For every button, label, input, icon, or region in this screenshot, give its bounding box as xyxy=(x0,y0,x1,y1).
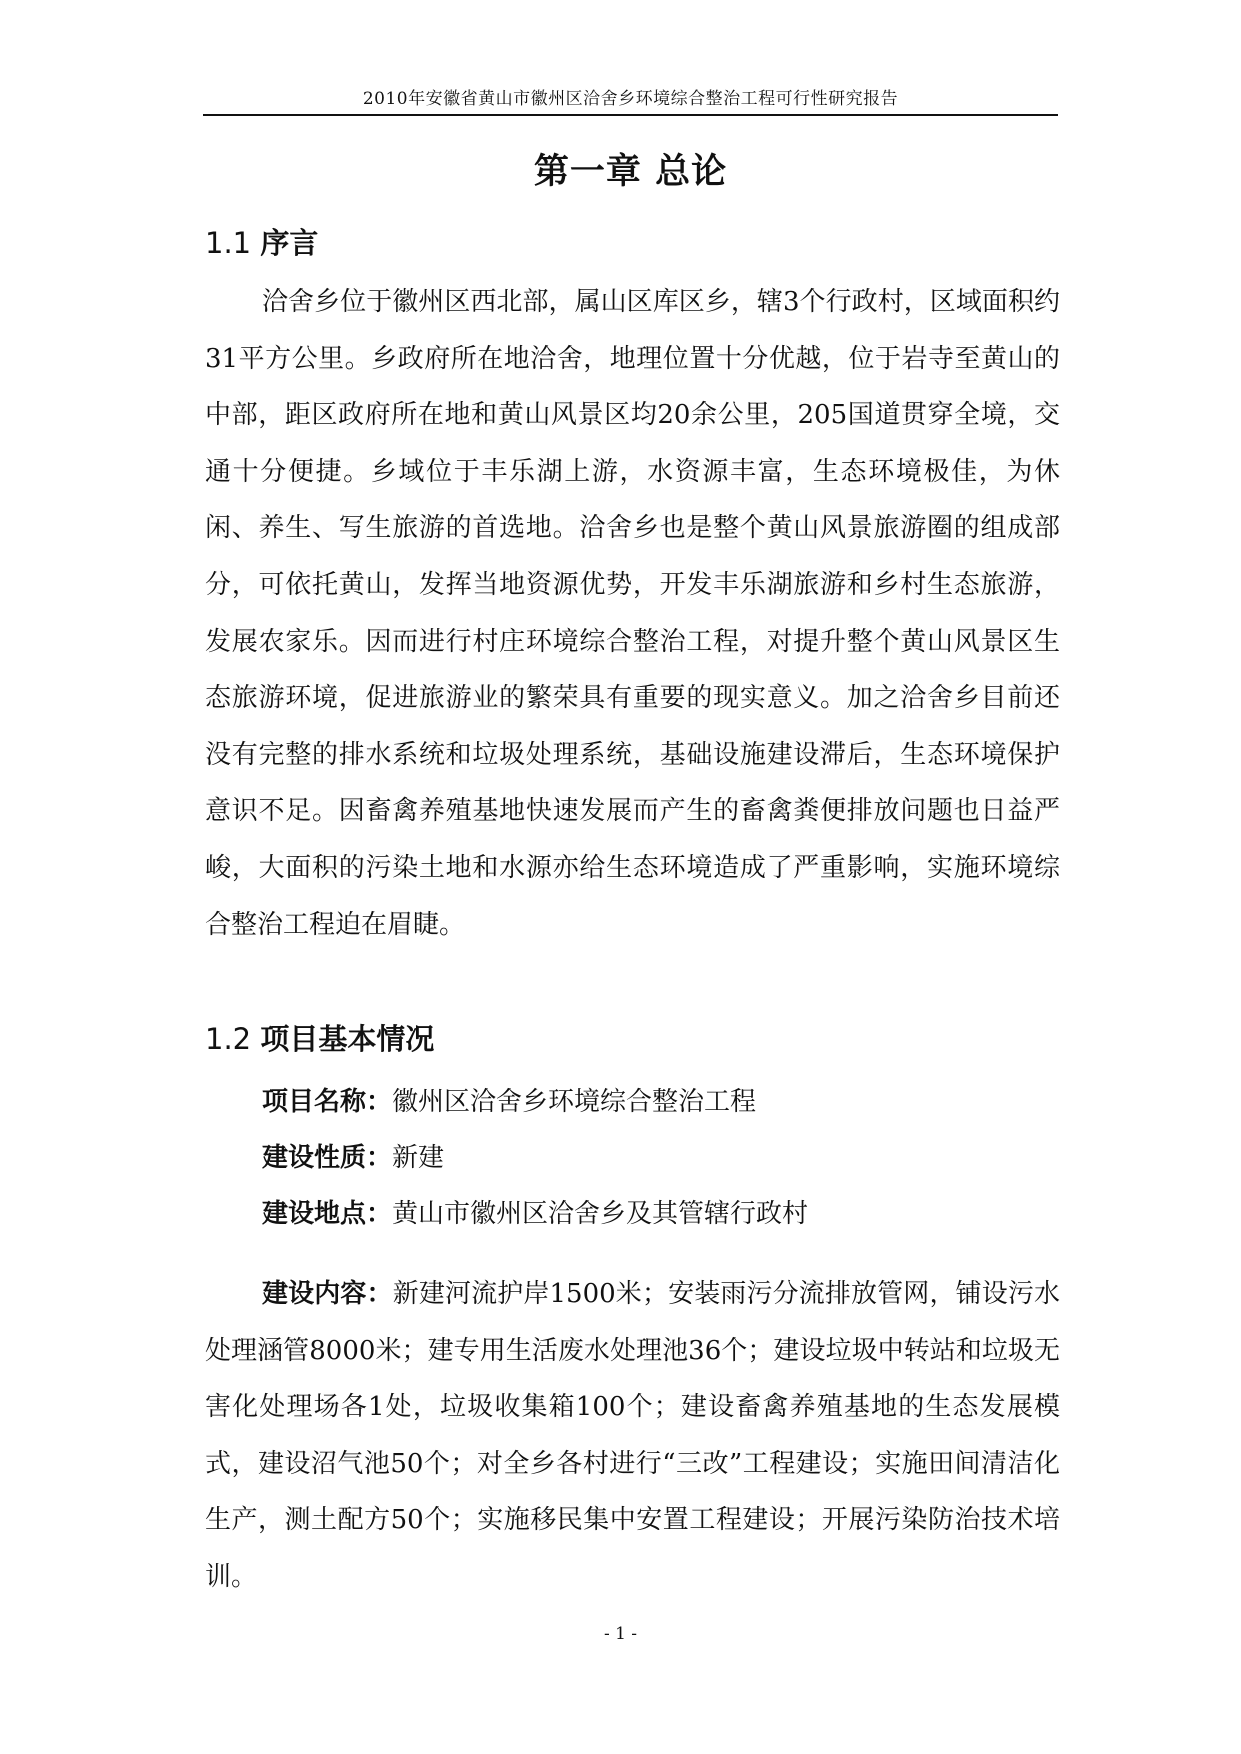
construction-content-paragraph xyxy=(205,1266,1060,1606)
field-label: 建设内容： xyxy=(262,1279,393,1309)
field-label: 建设性质： xyxy=(262,1143,393,1173)
construction-nature-row xyxy=(262,1130,1060,1187)
field-value: 徽州区洽舍乡环境综合整治工程 xyxy=(392,1087,757,1117)
section-heading-preface xyxy=(205,223,318,263)
construction-location-row xyxy=(262,1186,1060,1243)
field-label: 项目名称： xyxy=(262,1087,393,1117)
section-title: 项目基本情况 xyxy=(260,1022,435,1056)
section-number: 1.2 xyxy=(205,1022,252,1056)
page-number: - 1 - xyxy=(603,1624,638,1644)
section-heading-project-info xyxy=(205,1019,434,1059)
section-title: 序言 xyxy=(260,226,319,260)
field-value: 新建 xyxy=(392,1143,445,1173)
field-value: 黄山市徽州区洽舍乡及其管辖行政村 xyxy=(392,1199,809,1229)
chapter-title: 第一章 总论 xyxy=(533,152,728,192)
header-rule xyxy=(203,114,1058,116)
running-header: 2010年安徽省黄山市徽州区洽舍乡环境综合整治工程可行性研究报告 xyxy=(362,89,899,109)
preface-paragraph: 洽舍乡位于徽州区西北部，属山区库区乡，辖3个行政村，区域面积约31平方公里。乡政府所在地洽舍，地理位置十分优越，位于岩寺至黄山的中部，距区政府所在地和黄山风景区均20余公里，205国道贯穿全境，交通十分便捷。乡域位于丰乐湖上游，水资源丰富，生态环境极佳，为休闲、养生、写生旅游的首选地。洽舍乡也是整个黄山风景旅游圈的组成部分，可依托黄山，发挥当地资源优势，开发丰乐湖旅游和乡村生态旅游，发展农家乐。因而进行村庄环境综合整治工程，对提升整个黄山风景区生态旅游环境，促进旅游业的繁荣具有重要的现实意义。加之洽舍乡目前还没有完整的排水系统和垃圾处理系统，基础设施建设滞后，生态环境保护意识不足。因畜禽养殖基地快速发展而产生的畜禽粪便排放问题也日益严峻，大面积的污染土地和水源亦给生态环境造成了严重影响，实施环境综合整治工程迫在眉睫。 xyxy=(205,287,1060,940)
field-label: 建设地点： xyxy=(262,1199,393,1229)
project-name-row xyxy=(262,1074,1060,1131)
section-number: 1.1 xyxy=(205,226,252,260)
field-value: 新建河流护岸1500米；安装雨污分流排放管网，铺设污水处理涵管8000米；建专用生活废水处理池36个；建设垃圾中转站和垃圾无害化处理场各1处，垃圾收集箱100个；建设畜禽养殖基地的生态发展模式，建设沼气池50个；对全乡各村进行“三改”工程建设；实施田间清洁化生产，测土配方50个；实施移民集中安置工程建设；开展污染防治技术培训。 xyxy=(205,1279,1060,1592)
